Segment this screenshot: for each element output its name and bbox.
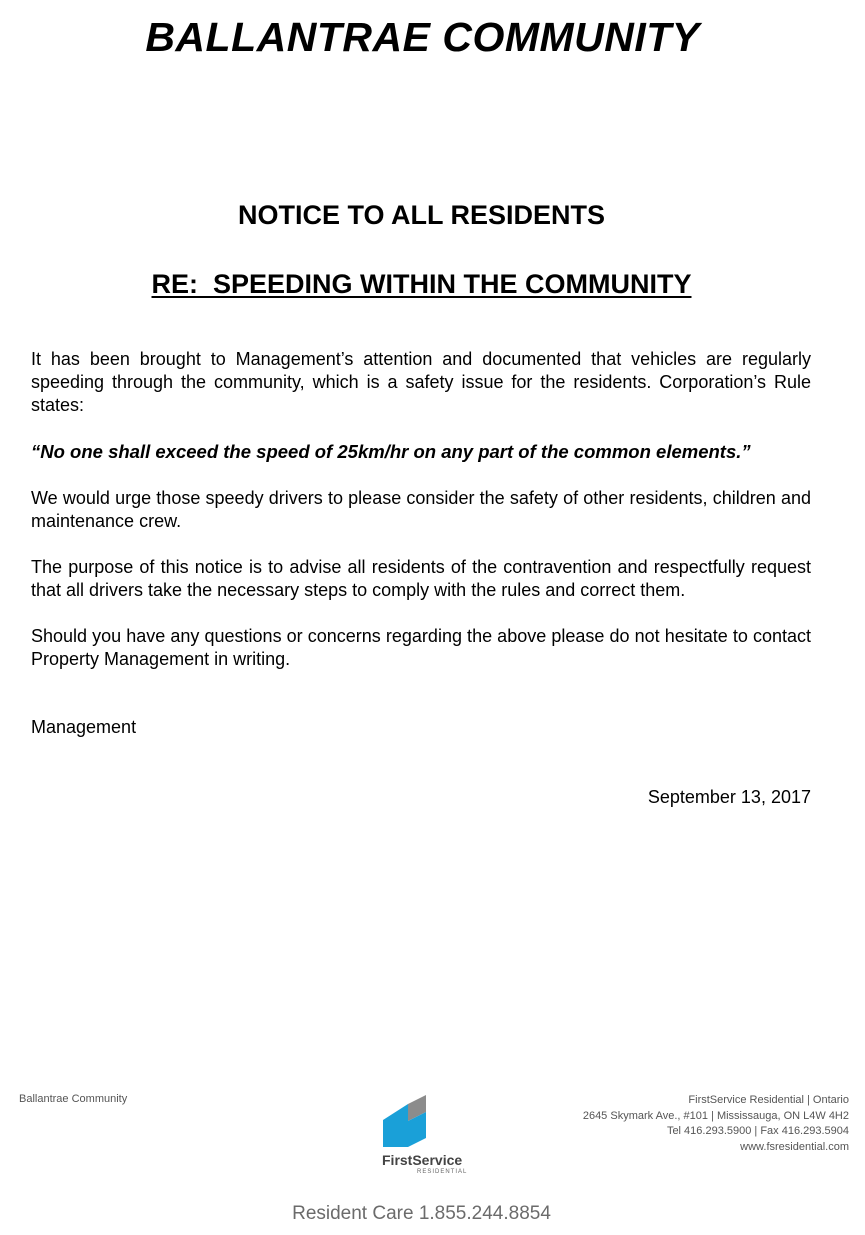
signoff: Management bbox=[31, 717, 137, 737]
footer-address-line: 2645 Skymark Ave., #101 | Mississauga, ON L4W 4H2 bbox=[582, 1109, 849, 1122]
subject-heading bbox=[0, 267, 843, 301]
footer-website-link[interactable]: www.fsresidential.com bbox=[740, 1140, 849, 1153]
footer-company-info bbox=[529, 1093, 849, 1155]
subject-heading-text: RE: SPEEDING WITHIN THE COMMUNITY bbox=[151, 269, 692, 299]
paragraph-speeding-issue: It has been brought to Management’s attention and documented that vehicles are regularly speeding through the community, which is a safety issue for the residents. Corporation’s Rule states: bbox=[31, 349, 811, 415]
paragraph-urge-drivers: We would urge those speedy drivers to please consider the safety of other residents, children and maintenance crew. bbox=[31, 488, 811, 531]
paragraph-contact: Should you have any questions or concerns regarding the above please do not hesitate to contact Property Management in writing. bbox=[31, 626, 811, 669]
community-title: BALLANTRAE COMMUNITY bbox=[145, 14, 700, 60]
footer-phone-line: Tel 416.293.5900 | Fax 416.293.5904 bbox=[666, 1125, 849, 1137]
notice-heading: NOTICE TO ALL RESIDENTS bbox=[237, 200, 606, 230]
paragraph-purpose: The purpose of this notice is to advise all residents of the contravention and respectfully request that all drivers take the necessary steps to comply with the rules and correct them. bbox=[31, 557, 811, 600]
rule-quote: “No one shall exceed the speed of 25km/hr on any part of the common elements.” bbox=[31, 441, 751, 462]
logo-subtitle: RESIDENTIAL bbox=[417, 1169, 468, 1175]
notice-date: September 13, 2017 bbox=[647, 787, 811, 807]
logo-blue-facet-left bbox=[383, 1104, 408, 1147]
logo-wordmark: FirstService bbox=[382, 1152, 463, 1168]
resident-care-line: Resident Care 1.855.244.8854 bbox=[292, 1203, 551, 1224]
footer-company-line: FirstService Residential | Ontario bbox=[688, 1094, 849, 1106]
footer-community-label: Ballantrae Community bbox=[19, 1093, 128, 1105]
